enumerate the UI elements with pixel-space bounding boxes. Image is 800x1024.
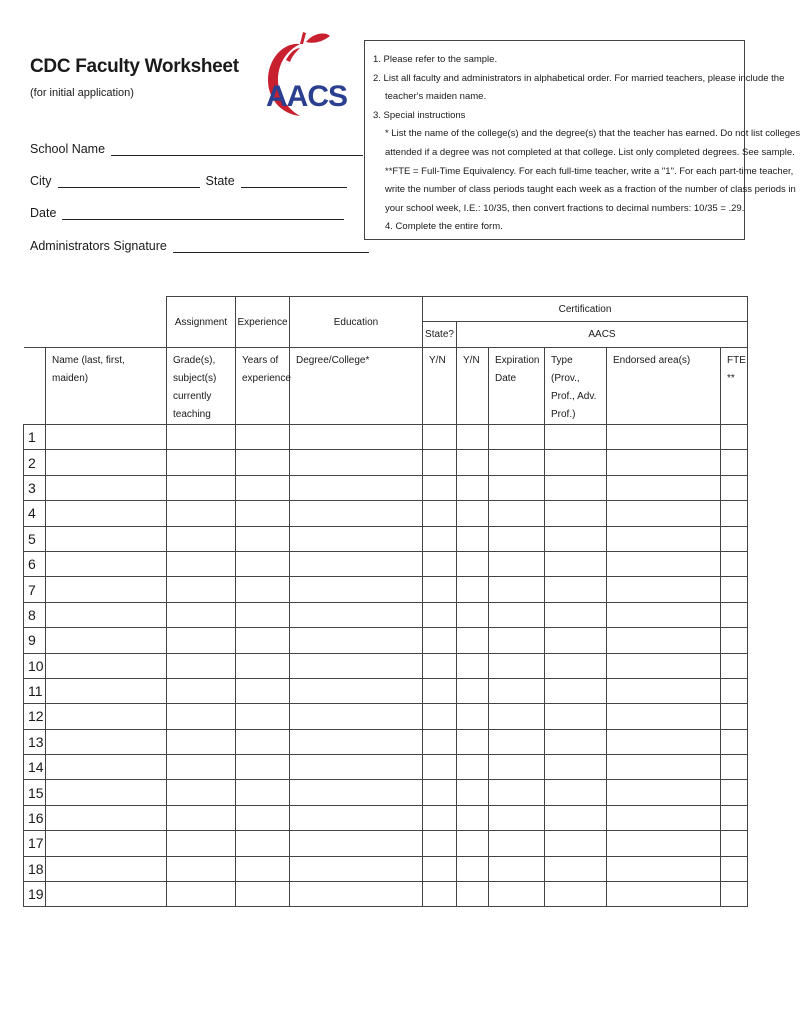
table-cell[interactable]	[457, 678, 489, 703]
table-cell[interactable]	[457, 704, 489, 729]
table-cell[interactable]	[545, 780, 607, 805]
row-number: 5	[24, 526, 46, 551]
table-cell[interactable]	[236, 755, 290, 780]
row-number: 8	[24, 602, 46, 627]
table-cell[interactable]	[46, 805, 167, 830]
table-cell[interactable]	[236, 450, 290, 475]
table-cell[interactable]	[290, 856, 423, 881]
header-blank	[24, 297, 167, 348]
table-cell[interactable]	[236, 729, 290, 754]
table-cell[interactable]	[721, 805, 748, 830]
table-cell[interactable]	[236, 475, 290, 500]
table-cell[interactable]	[167, 551, 236, 576]
col-degree: Degree/College*	[290, 348, 423, 425]
table-cell[interactable]	[489, 526, 545, 551]
table-cell[interactable]	[607, 831, 721, 856]
table-cell[interactable]	[457, 425, 489, 450]
table-cell[interactable]	[607, 805, 721, 830]
table-cell[interactable]	[423, 755, 457, 780]
header-aacs: AACS	[457, 322, 748, 348]
table-cell[interactable]	[607, 526, 721, 551]
table-cell[interactable]	[290, 678, 423, 703]
table-cell[interactable]	[167, 475, 236, 500]
table-cell[interactable]	[290, 653, 423, 678]
table-cell[interactable]	[545, 653, 607, 678]
table-cell[interactable]	[721, 628, 748, 653]
table-cell[interactable]	[457, 755, 489, 780]
table-cell[interactable]	[545, 450, 607, 475]
table-cell[interactable]	[290, 501, 423, 526]
table-cell[interactable]	[46, 704, 167, 729]
row-number: 13	[24, 729, 46, 754]
table-cell[interactable]	[236, 831, 290, 856]
row-number: 16	[24, 805, 46, 830]
page-title: CDC Faculty Worksheet	[30, 56, 239, 77]
col-aacs-yn: Y/N	[457, 348, 489, 425]
table-cell[interactable]	[167, 628, 236, 653]
table-cell[interactable]	[167, 856, 236, 881]
city-line[interactable]	[58, 175, 200, 188]
table-cell[interactable]	[290, 704, 423, 729]
table-cell[interactable]	[423, 628, 457, 653]
row-number: 3	[24, 475, 46, 500]
table-row	[24, 729, 748, 754]
table-cell[interactable]	[167, 831, 236, 856]
header-education: Education	[290, 297, 423, 348]
table-cell[interactable]	[457, 526, 489, 551]
table-cell[interactable]	[721, 577, 748, 602]
table-row	[24, 551, 748, 576]
row-number: 10	[24, 653, 46, 678]
table-cell[interactable]	[489, 577, 545, 602]
table-cell[interactable]	[545, 425, 607, 450]
table-cell[interactable]	[489, 628, 545, 653]
table-cell[interactable]	[545, 755, 607, 780]
table-cell[interactable]	[236, 425, 290, 450]
table-cell[interactable]	[457, 653, 489, 678]
table-cell[interactable]	[46, 653, 167, 678]
table-cell[interactable]	[167, 501, 236, 526]
table-cell[interactable]	[423, 450, 457, 475]
table-cell[interactable]	[457, 602, 489, 627]
table-cell[interactable]	[46, 780, 167, 805]
table-cell[interactable]	[721, 831, 748, 856]
table-row	[24, 856, 748, 881]
table-cell[interactable]	[545, 602, 607, 627]
table-cell[interactable]	[545, 831, 607, 856]
table-row	[24, 805, 748, 830]
table-cell[interactable]	[290, 729, 423, 754]
table-cell[interactable]	[46, 450, 167, 475]
table-cell[interactable]	[721, 704, 748, 729]
instruction-line: teacher's maiden name.	[385, 91, 487, 103]
table-cell[interactable]	[46, 678, 167, 703]
table-cell[interactable]	[46, 755, 167, 780]
header-certification: Certification	[423, 297, 748, 322]
table-row	[24, 678, 748, 703]
table-cell[interactable]	[167, 653, 236, 678]
table-cell[interactable]	[167, 526, 236, 551]
table-cell[interactable]	[46, 551, 167, 576]
table-cell[interactable]	[489, 805, 545, 830]
table-cell[interactable]	[457, 628, 489, 653]
instruction-line: * List the name of the college(s) and the degree(s) that the teacher has earned. Do not list colleges	[385, 128, 800, 140]
table-row	[24, 628, 748, 653]
school-name-label: School Name	[30, 142, 106, 156]
signature-label: Administrators Signature	[30, 239, 167, 253]
table-cell[interactable]	[607, 628, 721, 653]
table-cell[interactable]	[236, 856, 290, 881]
rownum-header-blank	[24, 348, 46, 425]
table-cell[interactable]	[457, 577, 489, 602]
table-row	[24, 501, 748, 526]
table-cell[interactable]	[607, 780, 721, 805]
table-cell[interactable]	[545, 501, 607, 526]
table-row	[24, 780, 748, 805]
table-cell[interactable]	[167, 577, 236, 602]
table-cell[interactable]	[236, 805, 290, 830]
instruction-line: 4. Complete the entire form.	[385, 221, 503, 233]
city-state-field[interactable]	[30, 174, 347, 188]
table-cell[interactable]	[167, 678, 236, 703]
table-row	[24, 882, 748, 907]
city-label: City	[30, 174, 52, 188]
table-cell[interactable]	[423, 577, 457, 602]
table-cell[interactable]	[545, 805, 607, 830]
table-row	[24, 831, 748, 856]
table-cell[interactable]	[46, 831, 167, 856]
row-number: 6	[24, 551, 46, 576]
table-cell[interactable]	[457, 831, 489, 856]
table-cell[interactable]	[721, 653, 748, 678]
table-cell[interactable]	[290, 526, 423, 551]
row-number: 12	[24, 704, 46, 729]
table-cell[interactable]	[721, 755, 748, 780]
table-cell[interactable]	[290, 628, 423, 653]
table-cell[interactable]	[290, 780, 423, 805]
row-number: 4	[24, 501, 46, 526]
table-cell[interactable]	[545, 577, 607, 602]
table-row	[24, 450, 748, 475]
table-cell[interactable]	[423, 805, 457, 830]
table-cell[interactable]	[290, 831, 423, 856]
table-cell[interactable]	[489, 551, 545, 576]
table-cell[interactable]	[721, 526, 748, 551]
table-row	[24, 704, 748, 729]
table-cell[interactable]	[607, 856, 721, 881]
table-cell[interactable]	[167, 805, 236, 830]
table-row	[24, 475, 748, 500]
table-cell[interactable]	[46, 577, 167, 602]
table-cell[interactable]	[46, 856, 167, 881]
table-cell[interactable]	[721, 780, 748, 805]
state-line[interactable]	[241, 175, 347, 188]
table-cell[interactable]	[167, 450, 236, 475]
table-cell[interactable]	[489, 678, 545, 703]
table-cell[interactable]	[489, 856, 545, 881]
table-cell[interactable]	[290, 551, 423, 576]
table-cell[interactable]	[545, 628, 607, 653]
table-cell[interactable]	[290, 577, 423, 602]
table-cell[interactable]	[545, 729, 607, 754]
table-cell[interactable]	[489, 882, 545, 907]
table-cell[interactable]	[236, 501, 290, 526]
table-cell[interactable]	[721, 425, 748, 450]
table-cell[interactable]	[423, 704, 457, 729]
table-row	[24, 602, 748, 627]
row-number: 11	[24, 678, 46, 703]
table-cell[interactable]	[167, 602, 236, 627]
header-experience: Experience	[236, 297, 290, 348]
table-cell[interactable]	[457, 856, 489, 881]
table-cell[interactable]	[489, 780, 545, 805]
table-cell[interactable]	[423, 780, 457, 805]
table-cell[interactable]	[457, 450, 489, 475]
instruction-line: write the number of class periods taught each week as a fraction of the number of class periods in	[385, 184, 796, 196]
row-number: 1	[24, 425, 46, 450]
table-cell[interactable]	[236, 628, 290, 653]
table-cell[interactable]	[489, 475, 545, 500]
col-name: Name (last, first, maiden)	[46, 348, 167, 425]
col-fte: FTE **	[721, 348, 748, 425]
table-cell[interactable]	[545, 475, 607, 500]
row-number: 19	[24, 882, 46, 907]
table-cell[interactable]	[290, 755, 423, 780]
table-cell[interactable]	[46, 475, 167, 500]
table-cell[interactable]	[236, 704, 290, 729]
table-cell[interactable]	[545, 678, 607, 703]
instruction-line: **FTE = Full-Time Equivalency. For each full-time teacher, write a "1". For each part-time teacher,	[385, 165, 794, 177]
instruction-line: 1. Please refer to the sample.	[373, 54, 498, 65]
table-cell[interactable]	[236, 653, 290, 678]
table-cell[interactable]	[236, 678, 290, 703]
table-cell[interactable]	[46, 628, 167, 653]
table-cell[interactable]	[489, 450, 545, 475]
table-cell[interactable]	[607, 755, 721, 780]
table-cell[interactable]	[236, 602, 290, 627]
table-cell[interactable]	[46, 882, 167, 907]
date-field[interactable]	[30, 206, 344, 220]
table-cell[interactable]	[423, 856, 457, 881]
table-cell[interactable]	[545, 704, 607, 729]
instruction-line: 3. Special instructions	[373, 109, 466, 121]
table-cell[interactable]	[167, 425, 236, 450]
table-cell[interactable]	[236, 780, 290, 805]
row-number: 7	[24, 577, 46, 602]
table-row	[24, 577, 748, 602]
page-subtitle: (for initial application)	[30, 87, 134, 99]
table-cell[interactable]	[457, 551, 489, 576]
aacs-logo	[256, 30, 350, 120]
table-cell[interactable]	[46, 501, 167, 526]
col-expiration: Expiration Date	[489, 348, 545, 425]
table-cell[interactable]	[457, 805, 489, 830]
table-cell[interactable]	[721, 882, 748, 907]
table-cell[interactable]	[236, 526, 290, 551]
header-state: State?	[423, 322, 457, 348]
table-cell[interactable]	[46, 425, 167, 450]
col-type: Type (Prov., Prof., Adv. Prof.)	[545, 348, 607, 425]
table-cell[interactable]	[423, 425, 457, 450]
school-name-field[interactable]	[30, 142, 363, 156]
signature-line[interactable]	[173, 240, 369, 253]
table-cell[interactable]	[167, 882, 236, 907]
table-cell[interactable]	[607, 602, 721, 627]
instructions-box	[364, 40, 800, 240]
row-number: 2	[24, 450, 46, 475]
table-cell[interactable]	[423, 475, 457, 500]
table-cell[interactable]	[489, 729, 545, 754]
table-cell[interactable]	[489, 704, 545, 729]
table-cell[interactable]	[607, 577, 721, 602]
col-grades: Grade(s), subject(s) currently teaching	[167, 348, 236, 425]
row-number: 17	[24, 831, 46, 856]
table-cell[interactable]	[607, 704, 721, 729]
table-cell[interactable]	[607, 425, 721, 450]
table-cell[interactable]	[167, 755, 236, 780]
instruction-line: 2. List all faculty and administrators in alphabetical order. For married teachers, please include the	[373, 72, 785, 84]
header-assignment: Assignment	[167, 297, 236, 348]
school-name-line[interactable]	[111, 143, 363, 156]
table-cell[interactable]	[46, 729, 167, 754]
table-cell[interactable]	[290, 805, 423, 830]
table-cell[interactable]	[423, 729, 457, 754]
state-label: State	[205, 174, 235, 188]
table-cell[interactable]	[607, 501, 721, 526]
table-cell[interactable]	[457, 729, 489, 754]
table-cell[interactable]	[721, 501, 748, 526]
table-cell[interactable]	[290, 602, 423, 627]
table-cell[interactable]	[607, 450, 721, 475]
table-cell[interactable]	[457, 501, 489, 526]
table-cell[interactable]	[423, 653, 457, 678]
table-cell[interactable]	[489, 755, 545, 780]
table-cell[interactable]	[236, 577, 290, 602]
table-row	[24, 653, 748, 678]
table-cell[interactable]	[167, 704, 236, 729]
signature-field[interactable]	[30, 239, 369, 253]
date-line[interactable]	[62, 207, 344, 220]
table-row	[24, 526, 748, 551]
table-cell[interactable]	[46, 602, 167, 627]
table-cell[interactable]	[607, 475, 721, 500]
row-number: 15	[24, 780, 46, 805]
table-cell[interactable]	[721, 678, 748, 703]
table-cell[interactable]	[167, 729, 236, 754]
table-cell[interactable]	[290, 475, 423, 500]
table-cell[interactable]	[236, 551, 290, 576]
table-cell[interactable]	[721, 551, 748, 576]
table-row	[24, 425, 748, 450]
table-cell[interactable]	[423, 831, 457, 856]
table-cell[interactable]	[423, 551, 457, 576]
table-cell[interactable]	[423, 501, 457, 526]
table-cell[interactable]	[545, 526, 607, 551]
table-cell[interactable]	[290, 425, 423, 450]
table-cell[interactable]	[423, 602, 457, 627]
table-cell[interactable]	[457, 780, 489, 805]
col-state-yn: Y/N	[423, 348, 457, 425]
table-cell[interactable]	[489, 602, 545, 627]
table-cell[interactable]	[489, 653, 545, 678]
table-cell[interactable]	[607, 551, 721, 576]
table-cell[interactable]	[721, 450, 748, 475]
logo-text: AACS	[266, 80, 348, 113]
table-cell[interactable]	[607, 653, 721, 678]
table-cell[interactable]	[721, 602, 748, 627]
table-cell[interactable]	[236, 882, 290, 907]
row-number: 18	[24, 856, 46, 881]
table-cell[interactable]	[545, 551, 607, 576]
faculty-table	[23, 296, 748, 907]
table-cell[interactable]	[489, 425, 545, 450]
table-cell[interactable]	[545, 882, 607, 907]
table-cell[interactable]	[721, 729, 748, 754]
table-cell[interactable]	[721, 475, 748, 500]
table-cell[interactable]	[721, 856, 748, 881]
date-label: Date	[30, 206, 57, 220]
table-cell[interactable]	[489, 501, 545, 526]
table-cell[interactable]	[290, 450, 423, 475]
table-cell[interactable]	[457, 882, 489, 907]
table-cell[interactable]	[423, 882, 457, 907]
table-cell[interactable]	[167, 780, 236, 805]
row-number: 9	[24, 628, 46, 653]
table-cell[interactable]	[423, 526, 457, 551]
table-row	[24, 755, 748, 780]
table-cell[interactable]	[457, 475, 489, 500]
col-years: Years of experience	[236, 348, 290, 425]
table-cell[interactable]	[489, 831, 545, 856]
table-cell[interactable]	[607, 729, 721, 754]
table-cell[interactable]	[290, 882, 423, 907]
table-cell[interactable]	[607, 882, 721, 907]
col-endorsed: Endorsed area(s)	[607, 348, 721, 425]
table-cell[interactable]	[607, 678, 721, 703]
row-number: 14	[24, 755, 46, 780]
table-cell[interactable]	[545, 856, 607, 881]
instruction-line: your school week, I.E.: 10/35, then convert fractions to decimal numbers: 10/35 = .29.	[385, 202, 745, 214]
table-cell[interactable]	[423, 678, 457, 703]
table-cell[interactable]	[46, 526, 167, 551]
instruction-line: attended if a degree was not completed at that college. List only completed degrees. See sample.	[385, 146, 795, 158]
